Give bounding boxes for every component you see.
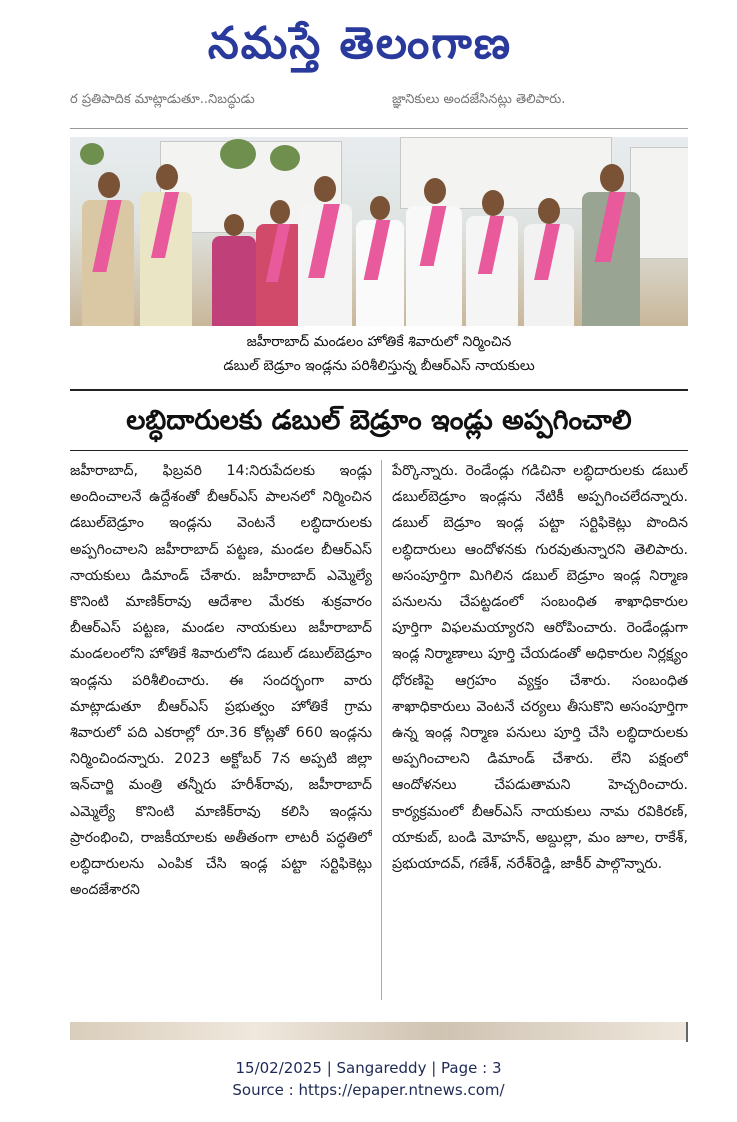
headline-bottom-rule <box>70 450 688 451</box>
column-divider <box>381 460 382 1000</box>
article-body-left-column: జహీరాబాద్, ఫిబ్రవరి 14:నిరుపేదలకు ఇండ్లు అందించాలనే ఉద్దేశంతో బీఆర్ఎస్ పాలనలో నిర్మించిన డబుల్‌బెడ్రూం ఇండ్లను వెంటనే లబ్ధిదారులకు అప్పగించాలని జహీరాబాద్ పట్టణ, మండల బీఆర్ఎస్ నాయకులు డిమాండ్ చేశారు. జహీరాబాద్ ఎమ్మెల్యే కొనింటి మాణిక్‌రావు ఆదేశాల మేరకు శుక్రవారం బీఆర్ఎస్ పట్టణ, మండల నాయకులు జహీరాబాద్ మండలంలోని హోతికే శివారులోని డబుల్ డబుల్‌బెడ్రూం ఇండ్లను పరిశీలించారు. ఈ సందర్భంగా వారు మాట్లాడుతూ బీఆర్ఎస్ ప్రభుత్వం హోతికే గ్రామ శివారులో పది ఎకరాల్లో రూ.36 కోట్లతో 660 ఇండ్లను నిర్మించిందన్నారు. 2023 అక్టోబర్ 7న అప్పటి జిల్లా ఇన్‌చార్జి మంత్రి తన్నీరు హరీశ్‌రావు, జహీరాబాద్ ఎమ్మెల్యే కొనింటి మాణిక్‌రావు కలిసి ఇండ్లను ప్రారంభించి, రాజకీయాలకు అతీతంగా లాటరీ పద్ధతిలో లబ్ధిదారులను ఎంపిక చేసి ఇండ్ల పట్టా సర్టిఫికెట్లు అందజేశారని <box>70 463 372 899</box>
footer-meta: 15/02/2025 | Sangareddy | Page : 3 <box>235 1059 502 1077</box>
page-footer <box>0 1057 737 1101</box>
photo-caption <box>70 330 688 382</box>
article-body-right-column: పేర్కొన్నారు. రెండేండ్లు గడిచినా లబ్ధిదారులకు డబుల్ డబుల్‌బెడ్రూం ఇండ్లను నేటికీ అప్పగించలేదన్నారు. డబుల్ బెడ్రూం ఇండ్ల పట్టా సర్టిఫికెట్లు పొందిన లబ్ధిదారులు ఆందోళనకు గురవుతున్నారని తెలిపారు. అసంపూర్తిగా మిగిలిన డబుల్ బెడ్రూం ఇండ్ల నిర్మాణ పనులను చేపట్టడంలో సంబంధిత శాఖాధికారుల పూర్తిగా విఫలమయ్యారని ఆరోపించారు. రెండేండ్లుగా ఇండ్ల నిర్మాణాలు పూర్తి చేయడంతో అధికారుల నిర్లక్ష్యం ధోరణిపై ఆగ్రహం వ్యక్తం చేశారు. సంబంధిత శాఖాధికారులు వెంటనే చర్యలు తీసుకొని అసంపూర్తిగా ఉన్న ఇండ్ల నిర్మాణ పనులు పూర్తి చేసి లబ్ధిదారులకు అప్పగించాలని డిమాండ్ చేశారు. లేని పక్షంలో ఆందోళనలు చేపడుతామని హెచ్చరించారు. కార్యక్రమంలో బీఆర్ఎస్ నాయకులు నామ రవికిరణ్, యాకుబ్, బండి మోహన్, అబ్దుల్లా, మం జూల, రాకేశ్, ప్రభుయాదవ్, గణేశ్, నరేశ్‌రెడ్డి, జాకీర్ పాల్గొన్నారు. <box>392 463 688 873</box>
footer-source-link[interactable]: Source : https://epaper.ntnews.com/ <box>232 1081 505 1099</box>
photo-caption-line-2: డబుల్ బెడ్రూం ఇండ్లను పరిశీలిస్తున్న బీఆర్ఎస్ నాయకులు <box>223 358 535 374</box>
previous-article-fragment <box>70 88 688 129</box>
previous-article-right-text: జ్ఞానికులు అందజేసినట్లు తెలిపారు. <box>392 92 566 107</box>
photo-caption-line-1: జహీరాబాద్ మండలం హోతికే శివారులో నిర్మించిన <box>246 334 512 350</box>
headline-top-rule <box>70 389 688 391</box>
clip-edge-divider <box>686 1022 688 1042</box>
next-article-fragment <box>70 1022 688 1040</box>
newspaper-masthead: నమస్తే తెలంగాణ <box>207 18 513 69</box>
article-headline: లబ్ధిదారులకు డబుల్ బెడ్రూం ఇండ్లు అప్పగించాలి <box>126 405 632 436</box>
previous-article-left-text: ర ప్రతిపాదిక మాట్లాడుతూ..నిబద్ధుడు <box>70 92 255 107</box>
news-photo <box>70 137 688 326</box>
